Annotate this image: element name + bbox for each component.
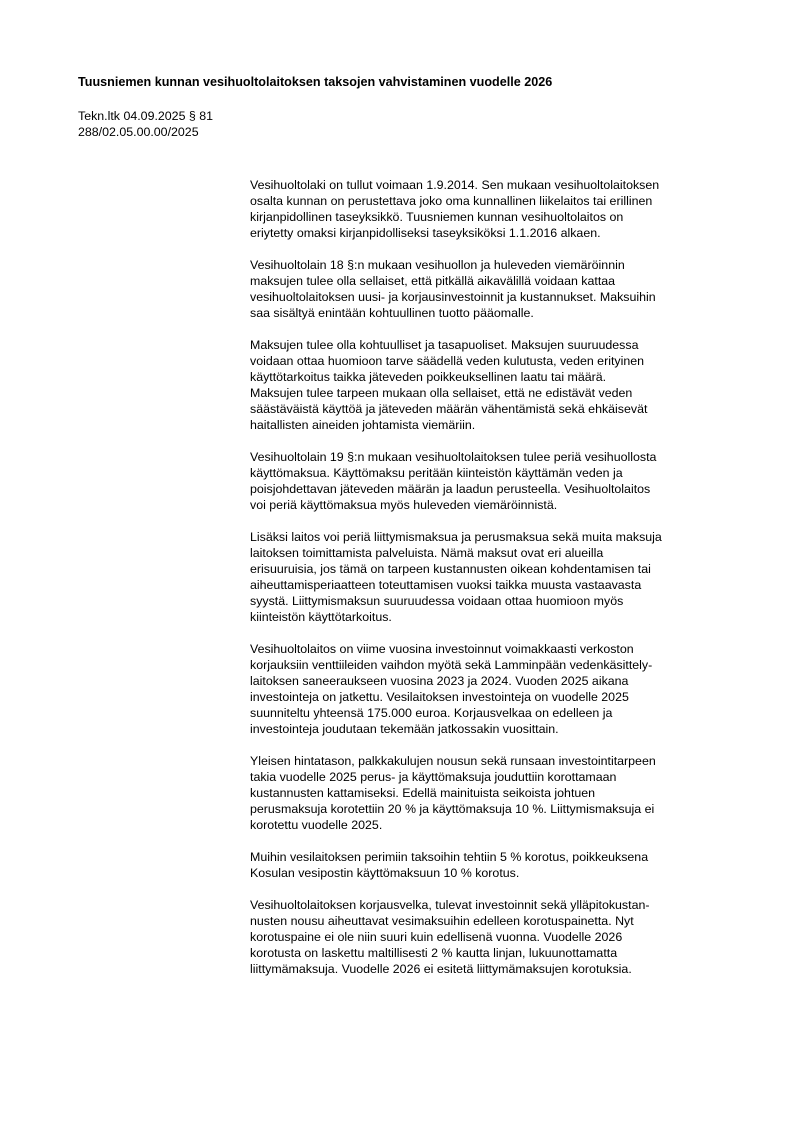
text-line: korjauksiin venttiileiden vaihdon myötä sekä Lamminpään vedenkäsittely- xyxy=(250,658,653,672)
paragraph xyxy=(250,177,740,241)
text-line: perusmaksuja korotettiin 20 % ja käyttömaksuja 10 %. Liittymismaksuja ei xyxy=(250,802,655,816)
text-line: Maksujen tulee olla kohtuulliset ja tasapuoliset. Maksujen suuruudessa xyxy=(250,338,639,352)
text-line: takia vuodelle 2025 perus- ja käyttömaksuja jouduttiin korottamaan xyxy=(250,770,617,784)
text-line: Vesihuoltolain 18 §:n mukaan vesihuollon ja huleveden viemäröinnin xyxy=(250,258,625,272)
text-line: kirjanpidollinen taseyksikkö. Tuusniemen kunnan vesihuoltolaitos on xyxy=(250,210,624,224)
text-line: eriytetty omaksi kirjanpidolliseksi taseyksiköksi 1.1.2016 alkaen. xyxy=(250,226,601,240)
text-line: Vesihuoltolaitoksen korjausvelka, tulevat investoinnit sekä ylläpitokustan- xyxy=(250,898,650,912)
paragraph xyxy=(250,849,740,881)
text-line: Muihin vesilaitoksen perimiin taksoihin tehtiin 5 % korotus, poikkeuksena xyxy=(250,850,649,864)
meeting-reference: Tekn.ltk 04.09.2025 § 81 xyxy=(78,109,214,123)
paragraph xyxy=(250,897,740,977)
text-line: käyttömaksua. Käyttömaksu peritään kiinteistön käyttämän veden ja xyxy=(250,466,623,480)
text-line: kiinteistön käyttötarkoitus. xyxy=(250,610,392,624)
text-line: korotusta on laskettu maltillisesti 2 % kautta linjan, lukuunottamatta xyxy=(250,946,618,960)
text-line: nusten nousu aiheuttavat vesimaksuihin edelleen korotuspainetta. Nyt xyxy=(250,914,634,928)
text-line: erisuuruisia, jos tämä on tarpeen kustannusten oikean kohdentamisen tai xyxy=(250,562,651,576)
paragraph xyxy=(250,449,740,513)
text-line: aiheuttamisperiaatteen toteuttamisen vuoksi taikka muusta vastaavasta xyxy=(250,578,642,592)
text-line: investointeja joudutaan tekemään jatkossakin vuosittain. xyxy=(250,722,559,736)
text-line: kustannusten kattamiseksi. Edellä mainituista seikoista johtuen xyxy=(250,786,596,800)
paragraph xyxy=(250,257,740,321)
paragraph xyxy=(250,641,740,737)
text-line: Yleisen hintatason, palkkakulujen nousun sekä runsaan investointitarpeen xyxy=(250,754,656,768)
text-line: haitallisten aineiden johtamista viemäriin. xyxy=(250,418,476,432)
text-line: Kosulan vesipostin käyttömaksuun 10 % korotus. xyxy=(250,866,520,880)
text-line: säästäväistä käyttöä ja jäteveden määrän vähentämistä sekä ehkäisevät xyxy=(250,402,648,416)
text-line: Maksujen tulee tarpeen mukaan olla sellaiset, että ne edistävät veden xyxy=(250,386,633,400)
text-line: investointeja on jatkettu. Vesilaitoksen investointeja on vuodelle 2025 xyxy=(250,690,629,704)
text-line: Vesihuoltolaki on tullut voimaan 1.9.2014. Sen mukaan vesihuoltolaitoksen xyxy=(250,178,660,192)
text-line: saa sisältyä enintään kohtuullinen tuotto pääomalle. xyxy=(250,306,534,320)
text-line: Vesihuoltolain 19 §:n mukaan vesihuoltolaitoksen tulee periä vesihuollosta xyxy=(250,450,657,464)
text-line: suunniteltu yhteensä 175.000 euroa. Korjausvelkaa on edelleen ja xyxy=(250,706,613,720)
document-title: Tuusniemen kunnan vesihuoltolaitoksen taksojen vahvistaminen vuodelle 2026 xyxy=(78,75,553,89)
paragraph xyxy=(250,529,740,625)
text-line: käyttötarkoitus taikka jäteveden poikkeuksellinen laatu tai määrä. xyxy=(250,370,607,384)
document-body xyxy=(250,177,740,993)
paragraph xyxy=(250,753,740,833)
text-line: Vesihuoltolaitos on viime vuosina investoinnut voimakkaasti verkoston xyxy=(250,642,634,656)
text-line: laitoksen saneeraukseen vuosina 2023 ja 2024. Vuoden 2025 aikana xyxy=(250,674,629,688)
text-line: osalta kunnan on perustettava joko oma kunnallinen liikelaitos tai erillinen xyxy=(250,194,653,208)
text-line: maksujen tulee olla sellaiset, että pitkällä aikavälillä voidaan kattaa xyxy=(250,274,616,288)
text-line: laitoksen toimittamista palveluista. Nämä maksut ovat eri alueilla xyxy=(250,546,604,560)
text-line: syystä. Liittymismaksun suuruudessa voidaan ottaa huomioon myös xyxy=(250,594,624,608)
text-line: vesihuoltolaitoksen uusi- ja korjausinvestoinnit ja kustannukset. Maksuihin xyxy=(250,290,656,304)
text-line: liittymämaksuja. Vuodelle 2026 ei esitetä liittymämaksujen korotuksia. xyxy=(250,962,632,976)
text-line: korotuspaine ei ole niin suuri kuin edellisenä vuonna. Vuodelle 2026 xyxy=(250,930,623,944)
paragraph xyxy=(250,337,740,433)
text-line: korotettu vuodelle 2025. xyxy=(250,818,383,832)
text-line: voi periä käyttömaksua myös huleveden viemäröinnistä. xyxy=(250,498,558,512)
text-line: voidaan ottaa huomioon tarve säädellä veden kulutusta, veden erityinen xyxy=(250,354,645,368)
text-line: poisjohdettavan jäteveden määrän ja laadun perusteella. Vesihuoltolaitos xyxy=(250,482,651,496)
record-number: 288/02.05.00.00/2025 xyxy=(78,125,199,139)
text-line: Lisäksi laitos voi periä liittymismaksua ja perusmaksua sekä muita maksuja xyxy=(250,530,662,544)
document-meta xyxy=(78,108,213,140)
